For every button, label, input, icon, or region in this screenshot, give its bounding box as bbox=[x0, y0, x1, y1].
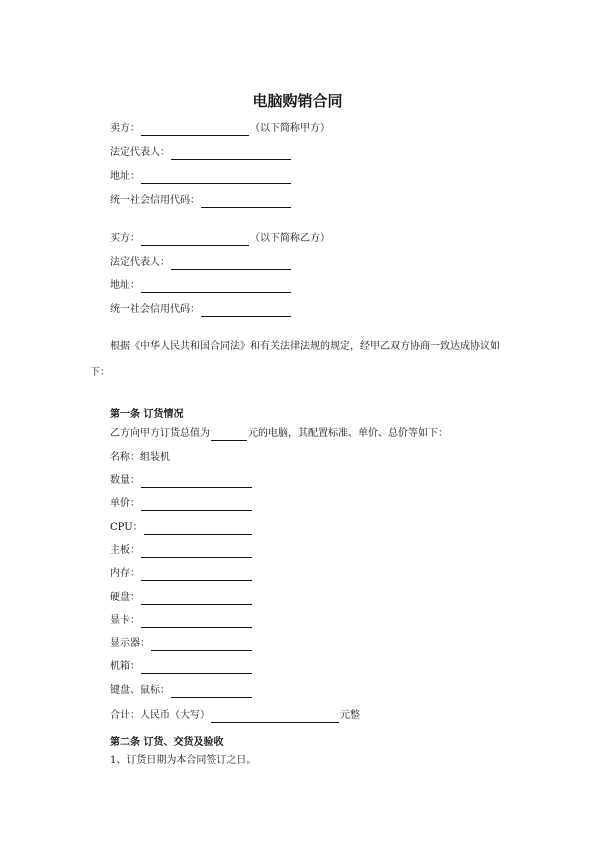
seller-note: （以下简称甲方） bbox=[250, 123, 330, 134]
item-line bbox=[110, 660, 253, 674]
section2-clause1: 1、订货日期为本合同签订之日。 bbox=[110, 755, 257, 766]
intro-paragraph: 根据《中华人民共和国合同法》和有关法律法规的规定，经甲乙双方协商一致达成协议如下： bbox=[90, 341, 500, 378]
order-total-prefix: 乙方向甲方订货总值为 bbox=[110, 428, 210, 439]
item-line bbox=[110, 497, 253, 511]
item-field[interactable] bbox=[151, 639, 252, 651]
buyer-name-field[interactable] bbox=[141, 234, 249, 246]
item-field[interactable] bbox=[141, 476, 252, 488]
seller-address-line bbox=[110, 170, 292, 184]
item-field[interactable] bbox=[141, 569, 252, 581]
item-line bbox=[110, 591, 253, 605]
item-line bbox=[110, 567, 253, 581]
seller-rep-label: 法定代表人： bbox=[110, 147, 170, 158]
seller-code-field[interactable] bbox=[201, 196, 291, 208]
item-label: 单价： bbox=[110, 498, 140, 509]
item-field[interactable] bbox=[141, 499, 252, 511]
order-total-suffix: 元的电脑，其配置标准、单价、总价等如下： bbox=[248, 428, 448, 439]
item-label: 内存： bbox=[110, 568, 140, 579]
buyer-note: （以下简称乙方） bbox=[250, 233, 330, 244]
item-field[interactable] bbox=[171, 686, 252, 698]
order-total-field[interactable] bbox=[211, 429, 247, 441]
seller-address-label: 地址： bbox=[110, 171, 140, 182]
seller-label: 卖方： bbox=[110, 123, 140, 134]
item-field[interactable] bbox=[141, 593, 252, 605]
seller-line bbox=[110, 122, 330, 136]
item-label: 主板： bbox=[110, 545, 140, 556]
buyer-address-field[interactable] bbox=[141, 281, 291, 293]
buyer-code-label: 统一社会信用代码： bbox=[110, 304, 200, 315]
order-total-line bbox=[110, 427, 448, 441]
buyer-label: 买方： bbox=[110, 233, 140, 244]
buyer-code-field[interactable] bbox=[201, 305, 291, 317]
item-line bbox=[110, 637, 253, 651]
seller-code-line bbox=[110, 194, 292, 208]
seller-address-field[interactable] bbox=[141, 172, 291, 184]
section1-heading: 第一条 订货情况 bbox=[110, 409, 184, 420]
item-line bbox=[110, 474, 253, 488]
item-label: 显示器： bbox=[110, 638, 150, 649]
buyer-rep-label: 法定代表人： bbox=[110, 257, 170, 268]
section2-heading: 第二条 订货、交货及验收 bbox=[110, 737, 224, 748]
item-line bbox=[110, 521, 253, 535]
buyer-rep-field[interactable] bbox=[171, 258, 291, 270]
item-field[interactable] bbox=[141, 616, 252, 628]
seller-name-field[interactable] bbox=[141, 124, 249, 136]
seller-code-label: 统一社会信用代码： bbox=[110, 195, 200, 206]
seller-rep-line bbox=[110, 146, 292, 160]
item-label: 显卡： bbox=[110, 615, 140, 626]
item-label: 硬盘： bbox=[110, 592, 140, 603]
buyer-line bbox=[110, 232, 330, 246]
buyer-code-line bbox=[110, 303, 292, 317]
item-field[interactable] bbox=[144, 523, 252, 535]
grand-total-line bbox=[110, 709, 360, 723]
seller-rep-field[interactable] bbox=[171, 148, 291, 160]
item-line bbox=[110, 684, 253, 698]
item-label: CPU： bbox=[110, 522, 143, 533]
item-line bbox=[110, 544, 253, 558]
buyer-address-label: 地址： bbox=[110, 280, 140, 291]
document-title: 电脑购销合同 bbox=[252, 92, 343, 110]
item-label: 数量： bbox=[110, 475, 140, 486]
item-line bbox=[110, 614, 253, 628]
item-label: 键盘、鼠标： bbox=[110, 685, 170, 696]
buyer-address-line bbox=[110, 279, 292, 293]
buyer-rep-line bbox=[110, 256, 292, 270]
item-label: 机箱： bbox=[110, 661, 140, 672]
item-field[interactable] bbox=[141, 546, 252, 558]
item-field[interactable] bbox=[141, 662, 252, 674]
grand-total-prefix: 合计：人民币（大写） bbox=[110, 710, 210, 721]
product-name-line: 名称：组装机 bbox=[110, 452, 170, 463]
grand-total-field[interactable] bbox=[211, 711, 339, 723]
grand-total-suffix: 元整 bbox=[340, 710, 360, 721]
